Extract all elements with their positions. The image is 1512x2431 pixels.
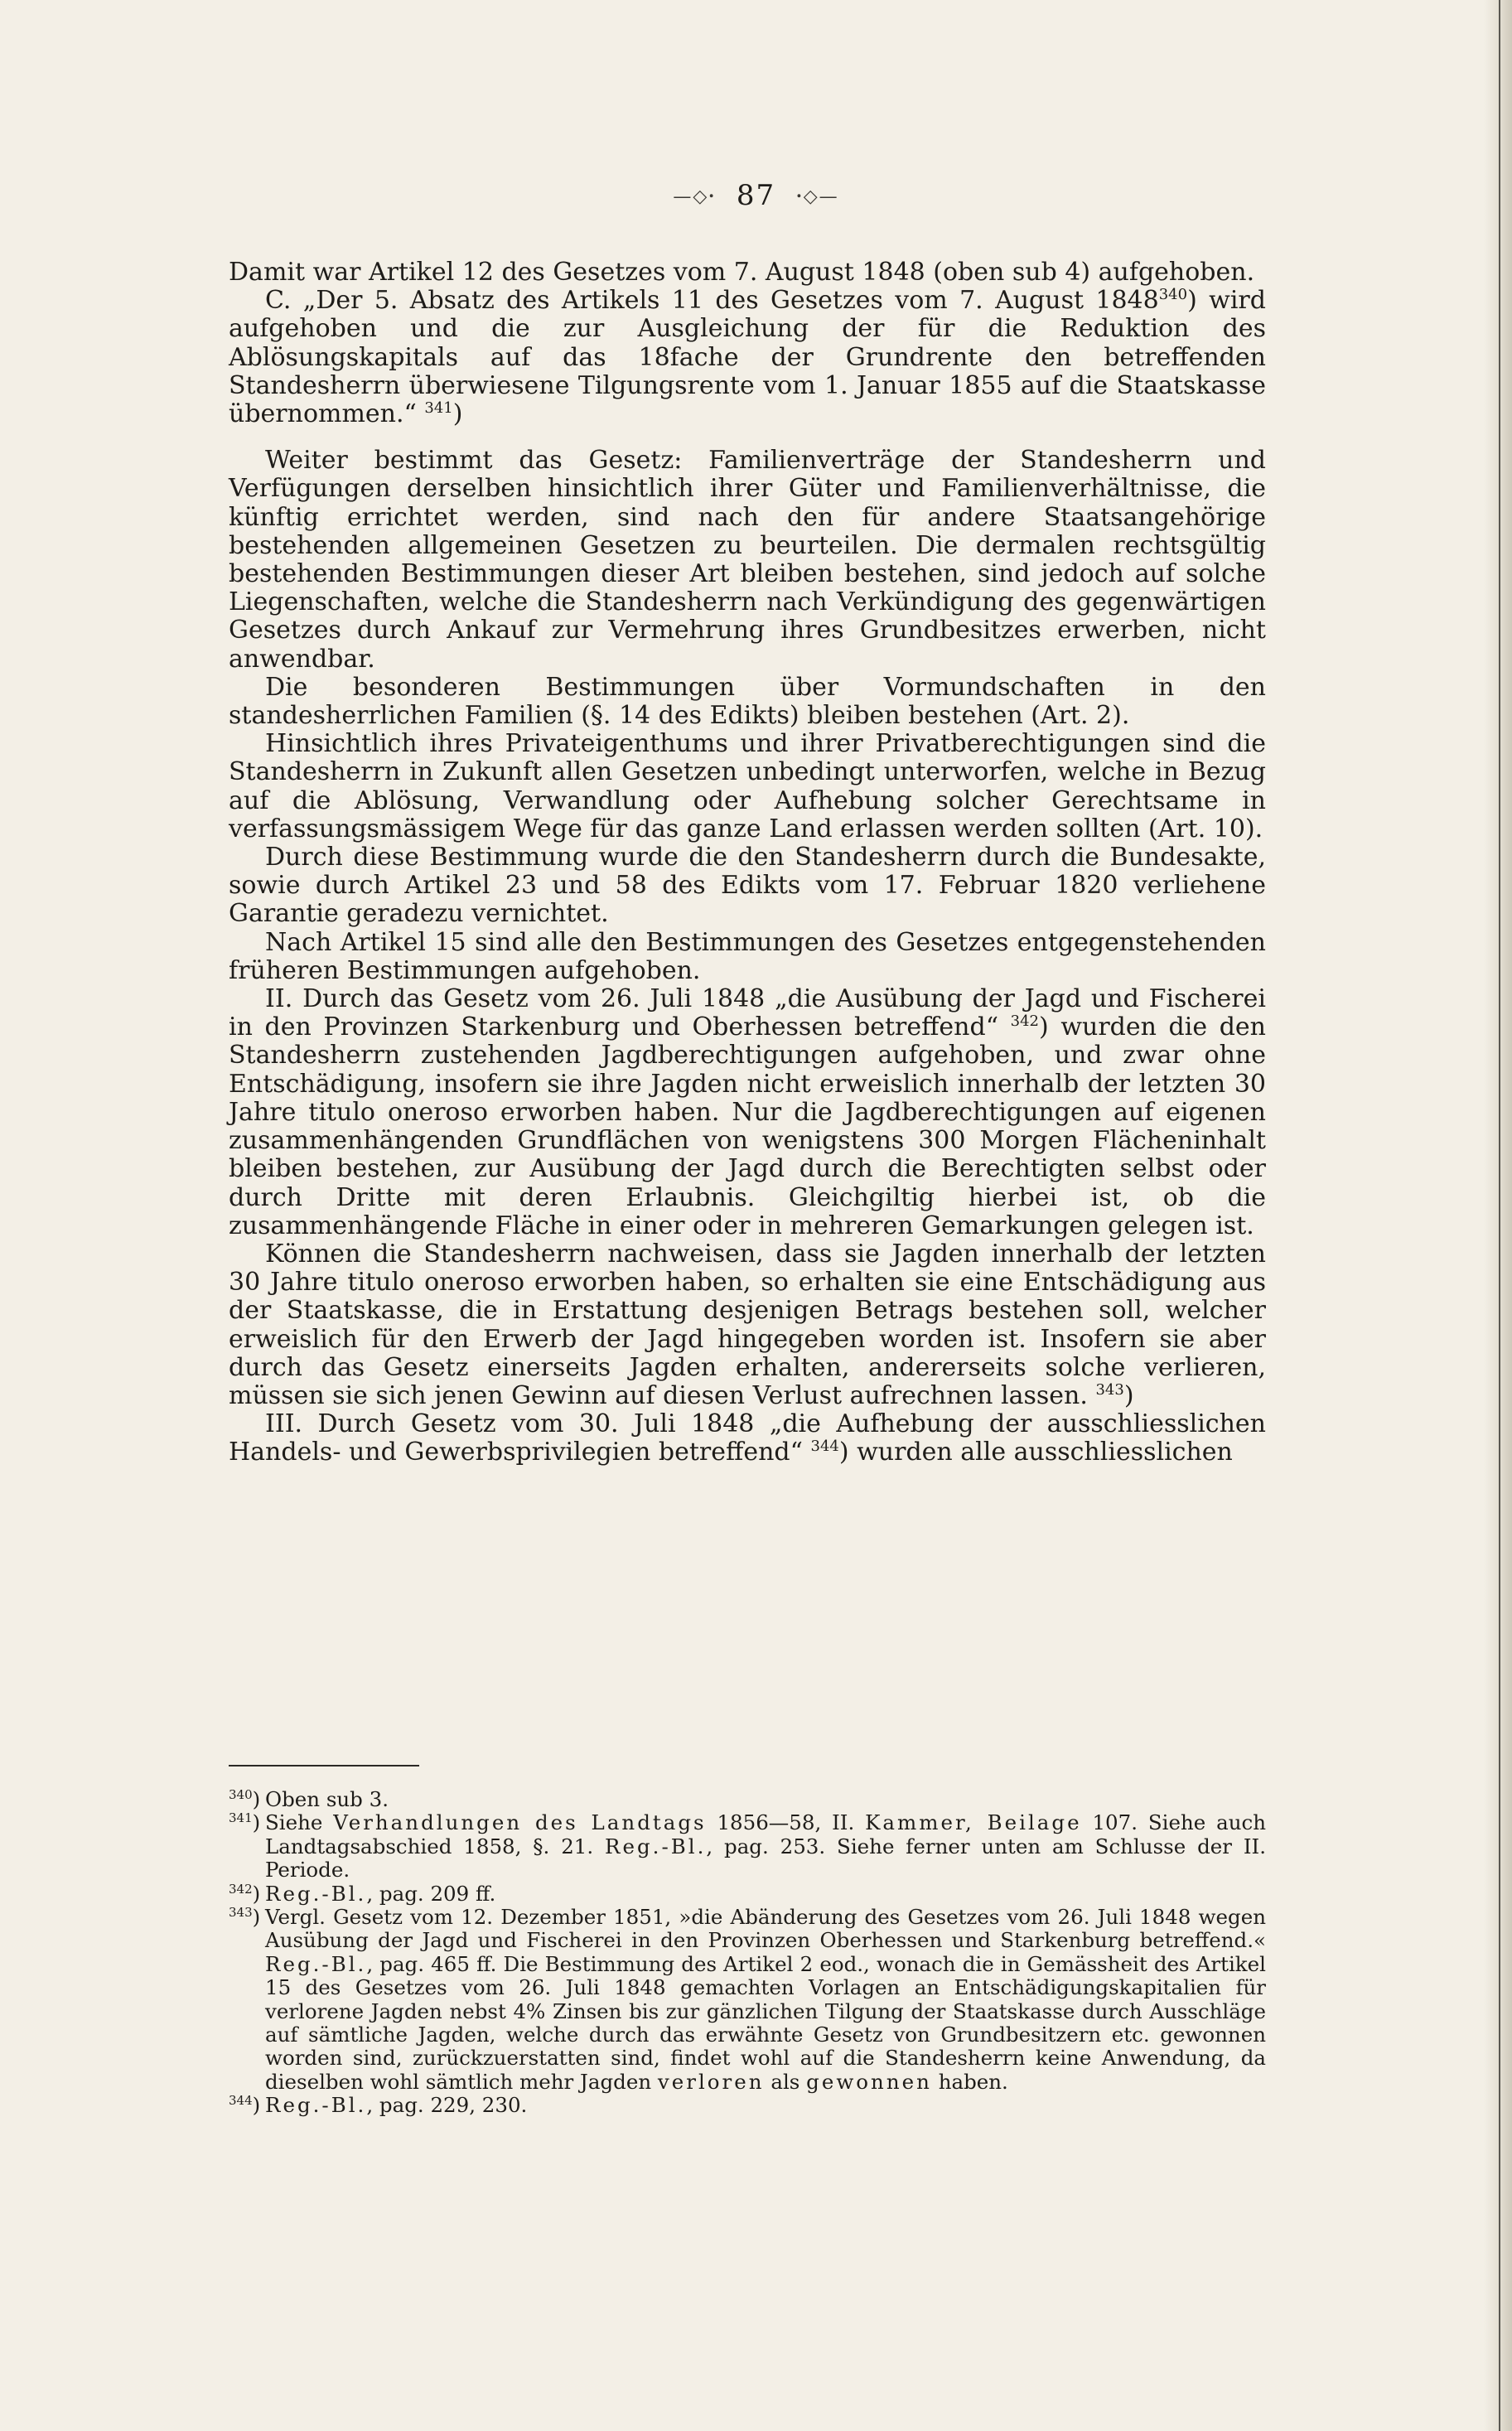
header-ornament-right: ꞏ◇— [795,186,839,207]
paragraph-9: Können die Standesherrn nachweisen, dass sie Jagden innerhalb der letzten 30 Jahre titulo oneroso erworben haben, so erhalten sie eine Entschädigung aus der Staatskasse, die in Erstattung desjenigen Betrags bestehen soll, welcher erweislich für den Erwerb der Jagd hingegeben worden ist. Insofern sie aber durch das Gesetz einerseits Jagden erhalten, andererseits solche verlieren, müssen sie sich jenen Gewinn auf diesen Verlust aufrechnen lassen. $^{343}$) [229,1239,1266,1410]
footnote-spaced-b: Kammer, Beilage [865,1810,1082,1835]
footnote-mid: als [770,2069,800,2094]
page-number: 87 [736,179,776,212]
footnote-text-a: 1856—58, II. [717,1810,855,1835]
paragraph-1: Damit war Artikel 12 des Gesetzes vom 7. August 1848 (oben sub 4) aufgehoben. [229,258,1255,287]
paragraph-6: Durch diese Bestimmung wurde die den Standesherrn durch die Bundesakte, sowie durch Artikel 23 und 58 des Edikts vom 17. Februar 1820 verliehene Garantie geradezu vernichtet. [229,843,1266,929]
paragraph-8: II. Durch das Gesetz vom 26. Juli 1848 „die Ausübung der Jagd und Fischerei in den Provinzen Starkenburg und Oberhessen betreffend“ $^{342}$) wurden die den Standesherrn zustehenden Jagdberechtigungen aufgehoben, und zwar ohne Entschädigung, insofern sie ihre Jagden nicht erweislich innerhalb der letzten 30 Jahre titulo oneroso erworben haben. Nur die Jagdberechtigungen auf eigenen zusammenhängenden Grundflächen von wenigstens 300 Morgen Flächeninhalt bleiben bestehen, zur Ausübung der Jagd durch die Berechtigten selbst oder durch Dritte mit deren Erlaubnis. Gleichgiltig hierbei ist, ob die zusammenhängende Fläche in einer oder in mehreren Gemarkungen gelegen ist. [229,984,1266,1240]
footnote-number-sup: 344 [229,2093,253,2109]
paragraph-2: C. „Der 5. Absatz des Artikels 11 des Gesetzes vom 7. August 1848$^{340}$) wird aufgehoben und die zur Ausgleichung der für die Reduktion des Ablösungskapitals auf das 18fache der Grundrente den betreffenden Standesherrn überwiesene Tilgungsrente vom 1. Januar 1855 auf die Staatskasse übernommen.“ $^{341}$) [229,286,1266,429]
header-ornament-left: —◇ꞏ [673,186,717,207]
footnote-rule [229,1765,419,1766]
footnote-ref-341[interactable]: 341 [424,399,453,418]
footnote-lead: Siehe [265,1810,323,1835]
footnote-341 [229,1811,1266,1882]
paragraph-2-rest: wird aufgehoben und die zur Ausgleichung der für die Reduktion des Ablösungskapitals auf das 18fache der Grundrente den betreffenden Standesherrn überwiesene Tilgungsrente vom 1. Januar 1855 auf die Staatskasse übernommen.“ [229,286,1266,429]
footnote-number: $^{344}$) [229,2093,261,2118]
paragraph-3: Weiter bestimmt das Gesetz: Familienverträge der Standesherrn und Verfügungen derselben hinsichtlich ihrer Güter und Familienverhältnisse, die künftig errichtet werden, sind nach den für andere Staatsangehörige bestehenden allgemeinen Gesetzen zu beurteilen. Die dermalen rechtsgültig bestehenden Bestimmungen dieser Art bleiben bestehen, sind jedoch auf solche Liegenschaften, welche die Standesherrn nach Verkündigung des gegenwärtigen Gesetzes durch Ankauf zur Vermehrung ihres Grundbesitzes erwerben, nicht anwendbar. [229,446,1266,674]
footnote-number: $^{343}$) [229,1905,261,1930]
paragraph-8-start: II. Durch das Gesetz vom 26. Juli 1848 „die Ausübung der Jagd und Fischerei in den Provinzen Starkenburg und Oberhessen betreffend“ [229,984,1266,1042]
footnote-text-b: , pag. 465 ff. Die Bestimmung des Artikel 2 eod., wonach die in Gemässheit des Artikel 15 des Gesetzes vom 26. Juli 1848 gemachten Vorlagen an Entschädigungskapitalien für verlorene Jagden nebst 4% Zinsen bis zur gänzlichen Tilgung der Staatskasse durch Ausschläge auf sämtliche Jagden, welche durch das erwähnte Gesetz von Grundbesitzern etc. gewonnen worden sind, zurückzuerstatten sind, findet wohl auf die Standesherrn keine Anwendung, da dieselben wohl sämtlich mehr Jagden [265,1951,1266,2094]
main-text [229,259,1266,1467]
paragraph-4: Die besonderen Bestimmungen über Vormundschaften in den standesherrlichen Familien (§. 14 des Edikts) bleiben bestehen (Art. 2). [229,672,1266,731]
paragraph-10: III. Durch Gesetz vom 30. Juli 1848 „die Aufhebung der ausschliesslichen Handels- und Gewerbsprivilegien betreffend“ $^{344}$) wurden alle ausschliesslichen [229,1409,1266,1467]
footnote-text-a: Vergl. Gesetz vom 12. Dezember 1851, »die Abänderung des Gesetzes vom 26. Juli 1848 wegen Ausübung der Jagd und Fischerei in den Provinzen Oberhessen und Starkenburg betreffend.« [265,1905,1266,1953]
page-edge-line [1499,0,1500,2431]
footnote-spaced-c: Reg.-Bl. [605,1834,707,1858]
footnote-344 [229,2094,1266,2117]
footnote-spaced: Reg.-Bl. [265,2093,367,2118]
footnote-340 [229,1788,1266,1811]
footnote-number: $^{341}$) [229,1810,261,1835]
footnote-number-sup: 341 [229,1810,253,1826]
paragraph-10-rest: wurden alle ausschliesslichen [857,1438,1233,1467]
footnote-ref-343[interactable]: 343 [1095,1380,1124,1399]
footnote-ref-342[interactable]: 342 [1010,1013,1040,1031]
page-spine-shadow [1484,0,1512,2431]
footnote-number: $^{342}$) [229,1881,261,1906]
footnote-text: , pag. 229, 230. [366,2093,528,2118]
footnote-spaced-d: gewonnen [806,2069,932,2094]
page-header [0,179,1512,214]
paragraph-5: Hinsichtlich ihres Privateigenthums und ihrer Privatberechtigungen sind die Standesherrn in Zukunft allen Gesetzen unbedingt unterworfen, welche in Bezug auf die Ablösung, Verwandlung oder Aufhebung solcher Gerechtsame in verfassungsmässigem Wege für das ganze Land erlassen werden sollten (Art. 10). [229,729,1266,843]
footnote-343 [229,1906,1266,2094]
footnote-number-sup: 342 [229,1881,253,1897]
footnote-text-c: , pag. 253. Siehe ferner unten am Schlusse der II. Periode. [265,1834,1266,1882]
footnote-number-sup: 343 [229,1905,253,1921]
footnote-text-c: haben. [938,2069,1008,2094]
footnote-spaced: Reg.-Bl. [265,1951,367,1976]
paragraph-9-text: Können die Standesherrn nachweisen, dass sie Jagden innerhalb der letzten 30 Jahre titulo oneroso erworben haben, so erhalten sie eine Entschädigung aus der Staatskasse, die in Erstattung desjenigen Betrags bestehen soll, welcher erweislich für den Erwerb der Jagd hingegeben worden ist. Insofern sie aber durch das Gesetz einerseits Jagden erhalten, andererseits solche verlieren, müssen sie sich jenen Gewinn auf diesen Verlust aufrechnen lassen. [229,1239,1266,1410]
paragraph-2-start: C. „Der 5. Absatz des Artikels 11 des Gesetzes vom 7. August 1848 [265,286,1159,316]
footnote-spaced-c: verloren [657,2069,765,2094]
footnote-spaced: Reg.-Bl. [265,1881,367,1906]
paragraph-7: Nach Artikel 15 sind alle den Bestimmungen des Gesetzes entgegenstehenden früheren Bestimmungen aufgehoben. [229,927,1266,985]
footnote-text: Oben sub 3. [265,1787,389,1811]
footnote-number: $^{340}$) [229,1787,261,1811]
footnote-ref-344[interactable]: 344 [810,1438,839,1456]
footnote-text-b: 107. Siehe auch Landtagsabschied 1858, §. 21. [265,1810,1266,1858]
footnote-ref-340[interactable]: 340 [1158,286,1188,304]
footnote-342 [229,1882,1266,1906]
footnote-number-sup: 340 [229,1787,253,1802]
paragraph-8-rest: wurden die den Standesherrn zustehenden Jagdberechtigungen aufgehoben, und zwar ohne Entschädigung, insofern sie ihre Jagden nicht erweislich innerhalb der letzten 30 Jahre titulo oneroso erworben haben. Nur die Jagdberechtigungen auf eigenen zusammenhängenden Grundflächen von wenigstens 300 Morgen Flächeninhalt bleiben bestehen, zur Ausübung der Jagd durch die Berechtigten selbst oder durch Dritte mit deren Erlaubnis. Gleichgiltig hierbei ist, ob die zusammenhängende Fläche in einer oder in mehreren Gemarkungen gelegen ist. [229,1013,1266,1240]
footnote-spaced-title: Verhandlungen des Landtags [333,1810,707,1835]
paragraph-10-start: III. Durch Gesetz vom 30. Juli 1848 „die Aufhebung der ausschliesslichen Handels- und Gewerbsprivilegien betreffend“ [229,1409,1266,1467]
footnotes [229,1788,1266,2118]
footnote-text: , pag. 209 ff. [366,1881,496,1906]
